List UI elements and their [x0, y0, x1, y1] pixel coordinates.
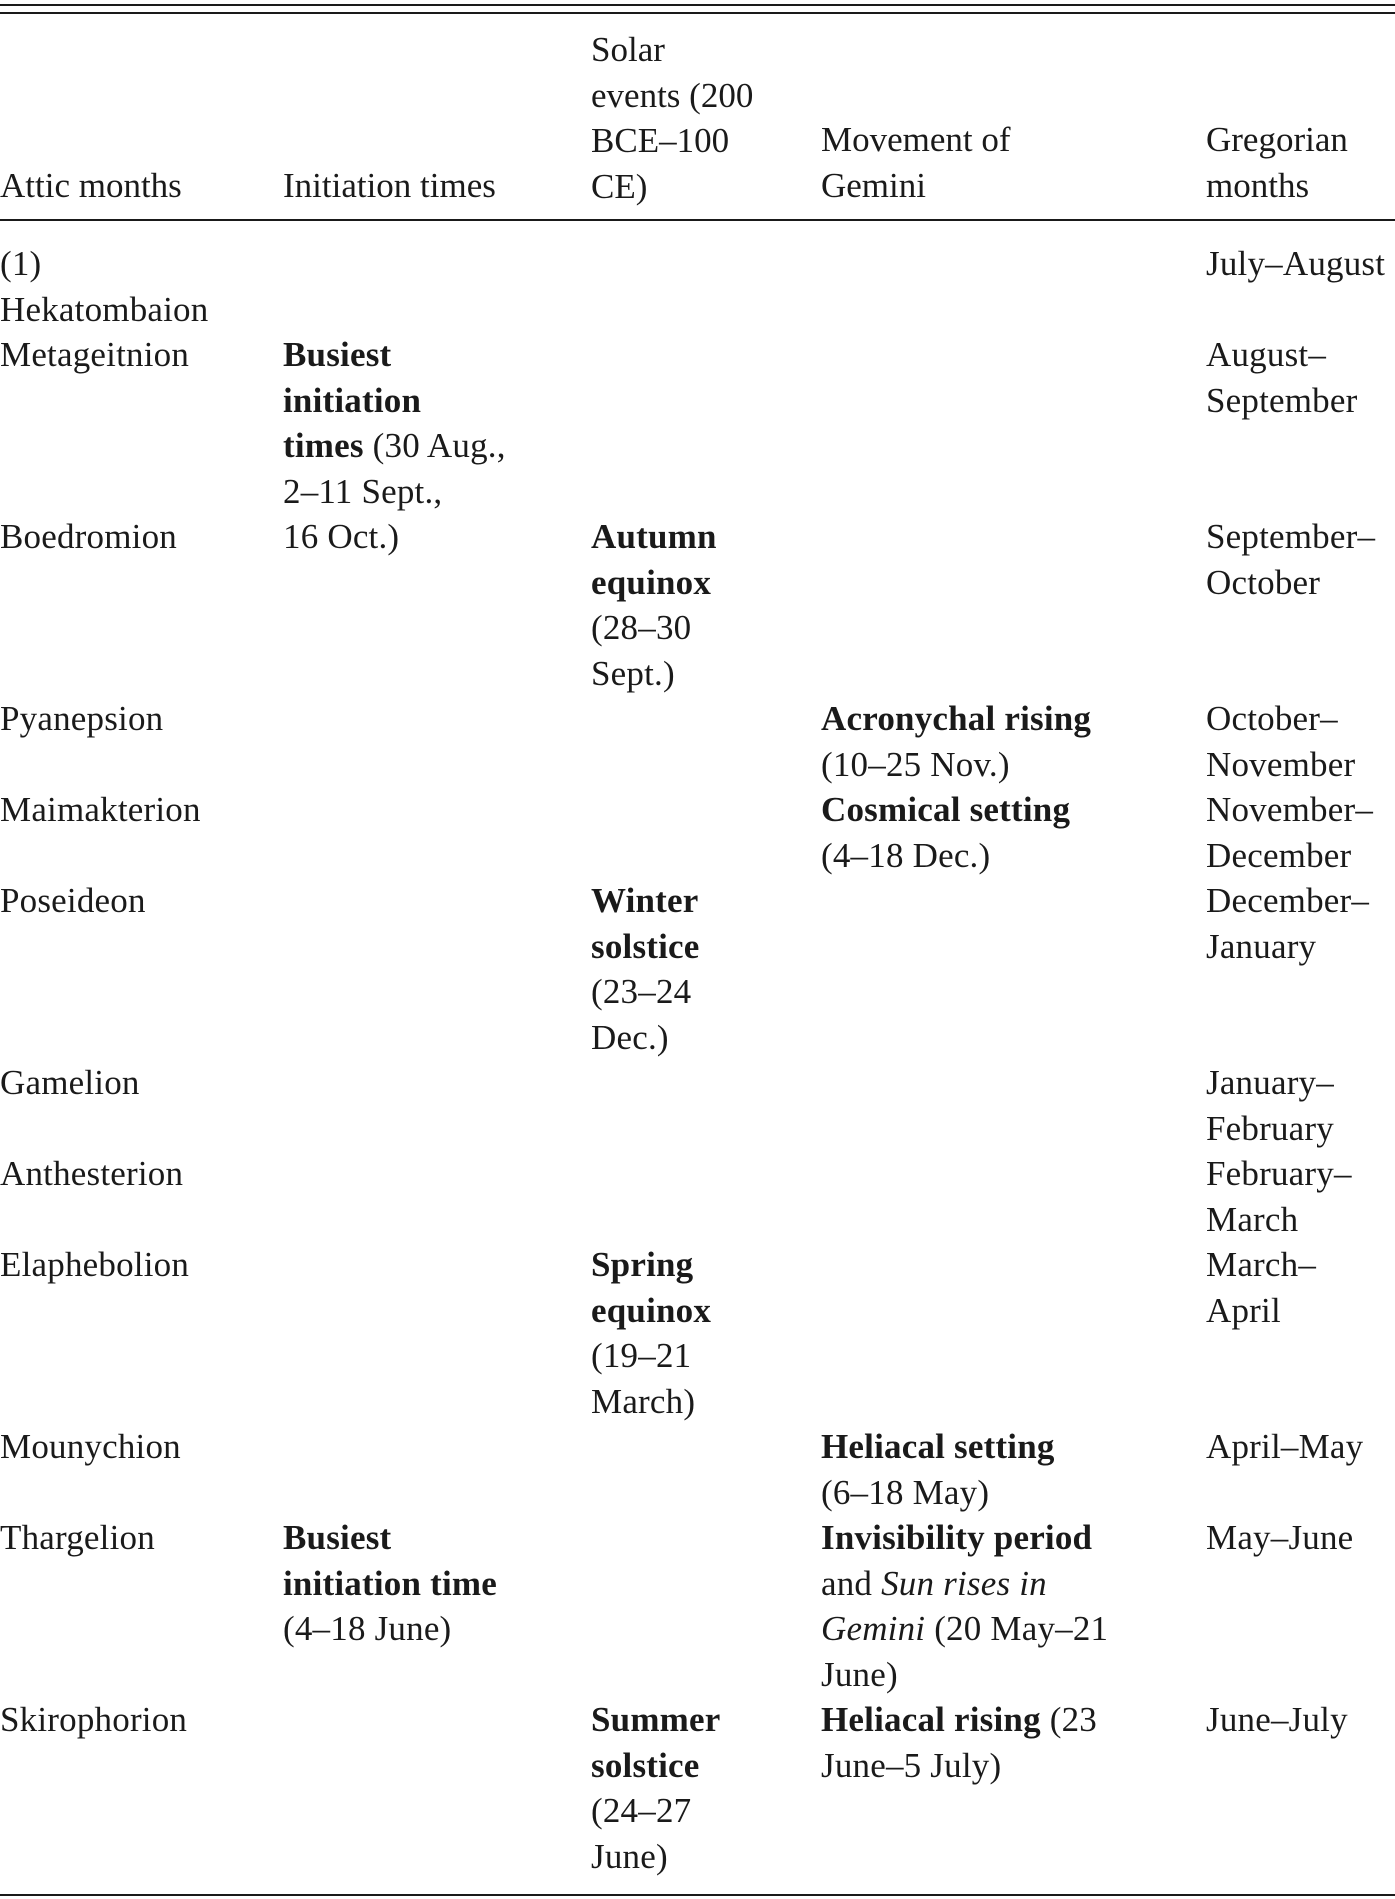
solar-event-date: (28–30 [591, 608, 692, 647]
gemini-event-date: (4–18 Dec.) [821, 835, 991, 875]
gregorian-line: January [1206, 926, 1317, 966]
gregorian-august-september [1206, 332, 1357, 423]
gregorian-september-october [1206, 514, 1375, 605]
header-attic-months: Attic months [0, 166, 182, 205]
gemini-event-italic: Gemini [821, 1609, 926, 1648]
gregorian-june-july: June–July [1206, 1700, 1348, 1739]
solar-event-date: June) [591, 1836, 668, 1876]
attic-month-mounychion: Mounychion [0, 1427, 181, 1466]
initiation-date-text: 2–11 Sept., [283, 471, 443, 511]
header-solar-line: Solar [591, 30, 665, 69]
gregorian-november-december [1206, 787, 1373, 878]
gregorian-october-november [1206, 696, 1355, 787]
gemini-event-date: June–5 July) [821, 1745, 1002, 1785]
gregorian-february-march [1206, 1151, 1352, 1242]
initiation-bold-line: initiation time [283, 1563, 497, 1603]
gregorian-line: October [1206, 562, 1321, 602]
initiation-bold-line: initiation [283, 380, 422, 420]
table-top-rule-outer [0, 4, 1395, 6]
gregorian-line: August– [1206, 335, 1327, 374]
gregorian-line: September [1206, 380, 1358, 420]
attic-month-line: Hekatombaion [0, 289, 209, 329]
solar-event-bold: equinox [591, 562, 712, 602]
gregorian-line: September– [1206, 517, 1376, 556]
gemini-event-text: June) [821, 1654, 898, 1694]
gregorian-line: February [1206, 1108, 1334, 1148]
gregorian-line: March– [1206, 1245, 1317, 1284]
solar-summer-solstice [591, 1697, 721, 1879]
attic-month-maimakterion: Maimakterion [0, 790, 201, 829]
gregorian-line: October– [1206, 699, 1338, 738]
gregorian-july-august: July–August [1206, 244, 1386, 283]
header-gemini-line: Movement of [821, 120, 1011, 159]
gregorian-line: April [1206, 1290, 1281, 1330]
gemini-acronychal-rising [821, 696, 1091, 787]
header-gregorian-line: Gregorian [1206, 120, 1348, 159]
gemini-event-date: (23 [1040, 1700, 1098, 1739]
solar-event-date: (19–21 [591, 1336, 692, 1375]
solar-winter-solstice [591, 878, 700, 1060]
gregorian-may-june: May–June [1206, 1518, 1354, 1557]
header-solar-line: BCE–100 [591, 121, 730, 160]
solar-event-bold: equinox [591, 1290, 712, 1330]
gregorian-line: March [1206, 1199, 1299, 1239]
gregorian-line: November [1206, 744, 1356, 784]
solar-event-bold: Spring [591, 1245, 694, 1284]
attic-month-thargelion: Thargelion [0, 1518, 155, 1557]
gemini-event-text: and [821, 1563, 882, 1603]
initiation-date-text: (30 Aug., [363, 426, 506, 465]
solar-event-bold: solstice [591, 1745, 700, 1785]
attic-month-gamelion: Gamelion [0, 1063, 140, 1102]
gemini-heliacal-rising [821, 1697, 1097, 1788]
header-movement-of-gemini [821, 117, 1011, 208]
attic-month-anthesterion: Anthesterion [0, 1154, 184, 1193]
initiation-bold-line: Busiest [283, 335, 392, 374]
initiation-bold-line: times [283, 426, 364, 465]
header-gregorian-months [1206, 117, 1348, 208]
gemini-event-date: (6–18 May) [821, 1472, 990, 1512]
gemini-cosmical-setting [821, 787, 1070, 878]
solar-spring-equinox [591, 1242, 711, 1424]
solar-event-bold: Autumn [591, 517, 717, 556]
solar-event-bold: Winter [591, 881, 699, 920]
initiation-bold-line: Busiest [283, 1518, 392, 1557]
table-bottom-rule [0, 1894, 1395, 1896]
header-rule [0, 219, 1395, 221]
header-initiation-times: Initiation times [283, 166, 496, 205]
attic-month-hekatombaion [0, 241, 208, 332]
gemini-event-date: (10–25 Nov.) [821, 744, 1010, 784]
gemini-event-bold: Cosmical setting [821, 790, 1071, 829]
solar-event-date: (24–27 [591, 1791, 692, 1830]
attic-month-pyanepsion: Pyanepsion [0, 699, 164, 738]
gemini-event-bold: Heliacal setting [821, 1427, 1055, 1466]
solar-autumn-equinox [591, 514, 717, 696]
attic-month-line: (1) [0, 244, 42, 283]
gregorian-line: December [1206, 835, 1352, 875]
initiation-summer [283, 1515, 497, 1652]
gregorian-line: February– [1206, 1154, 1352, 1193]
attic-month-poseideon: Poseideon [0, 881, 146, 920]
initiation-date-text: (4–18 June) [283, 1609, 452, 1648]
gregorian-line: December– [1206, 881, 1370, 920]
gemini-invisibility-period [821, 1515, 1108, 1697]
gregorian-december-january [1206, 878, 1369, 969]
header-gregorian-line: months [1206, 165, 1310, 205]
gregorian-line: November– [1206, 790, 1374, 829]
solar-event-date: Sept.) [591, 653, 675, 693]
attic-month-boedromion: Boedromion [0, 517, 177, 556]
solar-event-bold: Summer [591, 1700, 721, 1739]
gregorian-january-february [1206, 1060, 1334, 1151]
solar-event-date: March) [591, 1381, 696, 1421]
attic-month-elaphebolion: Elaphebolion [0, 1245, 190, 1284]
gemini-event-text: (20 May–21 [925, 1609, 1109, 1648]
initiation-date-text: 16 Oct.) [283, 517, 400, 556]
gemini-heliacal-setting [821, 1424, 1055, 1515]
gemini-event-bold: Heliacal rising [821, 1700, 1041, 1739]
solar-event-date: (23–24 [591, 972, 692, 1011]
solar-event-date: Dec.) [591, 1017, 669, 1057]
solar-event-bold: solstice [591, 926, 700, 966]
gregorian-april-may: April–May [1206, 1427, 1364, 1466]
header-solar-events [591, 27, 753, 209]
gregorian-line: January– [1206, 1063, 1334, 1102]
gemini-event-bold: Acronychal rising [821, 699, 1092, 738]
gemini-event-bold: Invisibility period [821, 1518, 1093, 1557]
header-solar-line: events (200 [591, 75, 754, 115]
gregorian-march-april [1206, 1242, 1316, 1333]
header-solar-line: CE) [591, 166, 648, 206]
attic-month-skirophorion: Skirophorion [0, 1700, 188, 1739]
header-gemini-line: Gemini [821, 165, 926, 205]
table-top-rule-inner [0, 12, 1395, 14]
initiation-autumn [283, 332, 506, 560]
gemini-event-italic: Sun rises in [881, 1563, 1047, 1603]
attic-month-metageitnion: Metageitnion [0, 335, 190, 374]
